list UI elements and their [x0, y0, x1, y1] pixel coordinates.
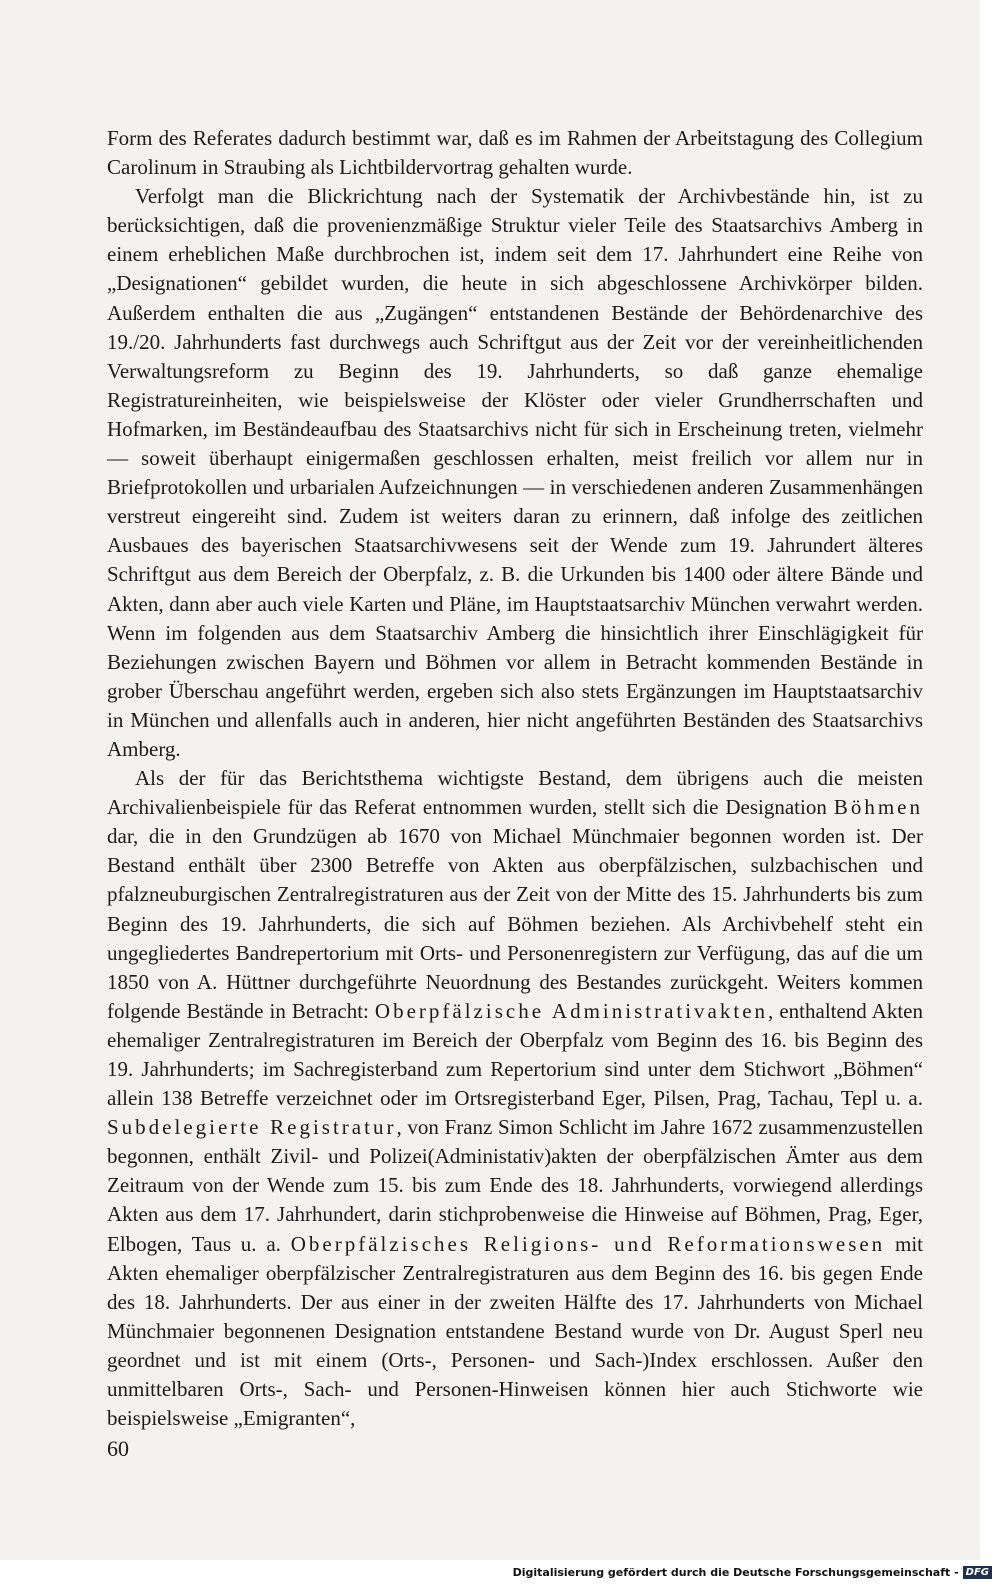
text-run: mit Akten ehemaliger oberpfälzischer Zentralregistraturen aus dem Beginn des 16. bis gegen Ende des 18. Jahrhunderts. Der aus einer in der zweiten Hälfte des 17. Jahrhunderts von Michael Münchmaier begonnenen Designation entstandene Bestand wurde von Dr. August Sperl neu geordnet und ist mit einem (Orts-, Personen- und Sach-)Index erschlossen. Außer den unmittelbaren Orts-, Sach- und Personen-Hinweisen können hier auch Stichworte wie beispielsweise „Emigranten“, — [107, 1231, 923, 1431]
text-run: , von Franz Simon Schlicht im Jahre 1672 zusammenzustellen begonnen, enthält Zivil- und Polizei(Administativ)akten der oberpfälzischen Ämter aus dem Zeitraum von der Wende zum 15. bis zum Ende des 18. Jahrhunderts, vorwiegend allerdings Akten aus dem 17. Jahrhundert, darin stichprobenweise die Hinweise auf Böhmen, Prag, Eger, Elbogen, Taus u. a. — [107, 1115, 923, 1256]
paragraph — [107, 124, 923, 182]
text-run: Als der für das Berichtsthema wichtigste Bestand, dem übrigens auch die meisten Archivalienbeispiele für das Referat entnommen wurden, stellt sich die Designation — [107, 766, 923, 820]
dfg-logo-icon: DFG — [963, 1566, 992, 1579]
body-text — [107, 124, 923, 1433]
digitization-footer — [513, 1562, 992, 1582]
spaced-emphasis: Subdelegierte Registratur — [107, 1115, 397, 1140]
footer-credit: Digitalisierung gefördert durch die Deutsche Forschungsgemeinschaft - — [512, 1565, 959, 1579]
text-run: , enthaltend Akten ehemaliger Zentralregistraturen im Bereich der Oberpfalz vom Beginn des 16. bis Beginn des 19. Jahrhunderts; im Sachregisterband zum Repertorium sind unter dem Stichwort „Böhmen“ allein 138 Betreffe verzeichnet oder im Ortsregisterband Eger, Pilsen, Prag, Tachau, Tepl u. a. — [107, 998, 924, 1111]
text-run: Verfolgt man die Blickrichtung nach der Systematik der Archivbestände hin, ist zu berücksichtigen, daß die provenienzmäßige Struktur vieler Teile des Staatsarchivs Amberg in einem erheblichen Maße durchbrochen ist, indem seit dem 17. Jahrhundert eine Reihe von „Designationen“ gebildet wurden, die heute in sich abgeschlossene Archivkörper bilden. Außerdem enthalten die aus „Zugängen“ entstandenen Bestände der Behördenarchive des 19./20. Jahrhunderts fast durchwegs auch Schriftgut aus der Zeit vor der vereinheitlichenden Verwaltungsreform zu Beginn des 19. Jahrhunderts, so daß ganze ehemalige Registratureinheiten, wie beispielsweise der Klöster oder vieler Grundherrschaften und Hofmarken, im Beständeaufbau des Staatsarchivs nicht für sich in Erscheinung treten, vielmehr — soweit überhaupt einigermaßen geschlossen erhalten, meist freilich vor allem nur in Briefprotokollen und urbarialen Aufzeichnungen — in verschiedenen anderen Zusammenhängen verstreut eingereiht sind. Zudem ist weiters daran zu erinnern, daß infolge des zeitlichen Ausbaues des bayerischen Staatsarchivwesens seit der Wende zum 19. Jahrundert älteres Schriftgut aus dem Bereich der Oberpfalz, z. B. die Urkunden bis 1400 oder ältere Bände und Akten, dann aber auch viele Karten und Pläne, im Hauptstaatsarchiv München verwahrt werden. Wenn im folgenden aus dem Staatsarchiv Amberg die hinsichtlich ihrer Einschlägigkeit für Beziehungen zwischen Bayern und Böhmen vor allem in Betracht kommenden Bestände in grober Überschau angeführt werden, ergeben sich also stets Ergänzungen im Hauptstaatsarchiv in München und allenfalls auch in anderen, hier nicht angeführten Beständen des Staatsarchivs Amberg. — [107, 184, 923, 761]
spaced-emphasis: Oberpfälzisches Religions- und Reformationswesen — [290, 1231, 886, 1256]
page-number: 60 — [107, 1436, 129, 1461]
text-run: Form des Referates dadurch bestimmt war, daß es im Rahmen der Arbeitstagung des Collegium Carolinum in Straubing als Lichtbildervortrag gehalten wurde. — [107, 126, 923, 180]
paragraph — [107, 764, 923, 1433]
text-run: dar, die in den Grundzügen ab 1670 von Michael Münchmaier begonnen worden ist. Der Bestand enthält über 2300 Betreffe von Akten aus oberpfälzischen, sulzbachischen und pfalzneuburgischen Zentralregistraturen aus der Zeit von der Mitte des 15. Jahrhunderts bis zum Beginn des 19. Jahrhunderts, die sich auf Böhmen beziehen. Als Archivbehelf steht ein ungegliedertes Bandrepertorium mit Orts- und Personenregistern zur Verfügung, das auf die um 1850 von A. Hüttner durchgeführte Neuordnung des Bestandes zurückgeht. Weiters kommen folgende Bestände in Betracht: — [107, 824, 923, 1023]
spaced-emphasis: Oberpfälzische Administrativakten — [374, 998, 769, 1023]
paragraph — [107, 182, 923, 764]
spaced-emphasis: Böhmen — [833, 795, 923, 820]
